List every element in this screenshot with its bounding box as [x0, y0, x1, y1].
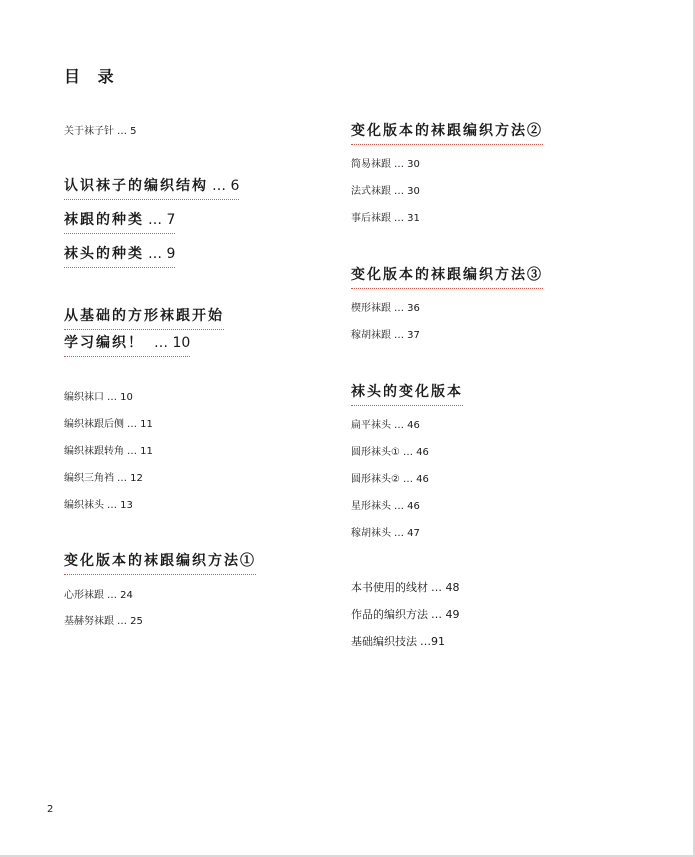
toc-entry-title: 稼胡袜头: [351, 528, 391, 539]
toc-entry-title: 编织三角裆: [64, 473, 114, 484]
page-number: 2: [47, 804, 54, 815]
toc-entry-page: … 46: [394, 501, 420, 512]
toc-heading-heel-types[interactable]: [64, 209, 175, 234]
toc-entry-page: … 47: [394, 528, 420, 539]
toc-entry-page: … 30: [394, 186, 420, 197]
toc-entry[interactable]: [351, 155, 420, 170]
toc-entry-title: 扁平袜头: [351, 420, 391, 431]
toc-heading-page: … 6: [212, 178, 240, 194]
toc-entry-page: … 25: [117, 616, 143, 627]
toc-entry-sock-needles[interactable]: [64, 122, 137, 137]
toc-entry[interactable]: [64, 496, 133, 511]
toc-entry-page: … 46: [394, 420, 420, 431]
toc-entry[interactable]: [351, 470, 429, 485]
toc-entry-page: … 36: [394, 303, 420, 314]
toc-entry[interactable]: [351, 326, 420, 341]
toc-entry-title: 星形袜头: [351, 501, 391, 512]
toc-heading-title: 袜跟的种类: [64, 212, 144, 228]
toc-entry[interactable]: [64, 586, 133, 601]
toc-entry-title: 基赫努袜跟: [64, 616, 114, 627]
toc-heading-title: 变化版本的袜跟编织方法②: [351, 123, 543, 139]
toc-entry[interactable]: [351, 524, 420, 539]
toc-entry[interactable]: [64, 388, 133, 403]
toc-entry-title: 事后袜跟: [351, 213, 391, 224]
toc-entry-title: 关于袜子针: [64, 126, 114, 137]
toc-entry-title: 心形袜跟: [64, 590, 104, 601]
toc-entry[interactable]: [64, 415, 153, 430]
toc-heading-title: 变化版本的袜跟编织方法③: [351, 267, 543, 283]
toc-entry-page: … 12: [117, 473, 143, 484]
toc-entry-title: 本书使用的线材: [351, 581, 428, 594]
toc-entry-title: 作品的编织方法: [351, 608, 428, 621]
toc-entry-title: 编织袜头: [64, 500, 104, 511]
toc-entry[interactable]: [64, 612, 143, 627]
toc-heading-variation-2[interactable]: [351, 120, 543, 145]
toc-entry-title: 基础编织技法: [351, 635, 417, 648]
toc-entry-page: … 11: [127, 419, 153, 430]
toc-entry-page: … 37: [394, 330, 420, 341]
toc-heading-title: 从基础的方形袜跟开始: [64, 308, 224, 324]
toc-entry-title: 简易袜跟: [351, 159, 391, 170]
toc-heading-title: 变化版本的袜跟编织方法①: [64, 553, 256, 569]
toc-heading-title: 学习编织！: [64, 335, 144, 351]
toc-entry-page: … 46: [402, 474, 429, 485]
toc-entry-title: 编织袜口: [64, 392, 104, 403]
toc-entry-title: 楔形袜跟: [351, 303, 391, 314]
toc-heading-title: 袜头的变化版本: [351, 384, 463, 400]
toc-entry[interactable]: [64, 469, 143, 484]
toc-entry[interactable]: [351, 416, 420, 431]
toc-heading-basic-heel-line2[interactable]: [64, 332, 190, 357]
toc-entry-title: 稼胡袜跟: [351, 330, 391, 341]
toc-heading-page: … 9: [148, 246, 176, 262]
toc-entry-basic-techniques[interactable]: [351, 633, 445, 649]
toc-entry[interactable]: [351, 497, 420, 512]
toc-entry-page: … 24: [107, 590, 133, 601]
toc-heading-sock-structure[interactable]: [64, 175, 239, 200]
toc-entry-page: … 30: [394, 159, 420, 170]
toc-entry[interactable]: [351, 299, 420, 314]
toc-entry[interactable]: [351, 443, 429, 458]
toc-entry-page: … 49: [431, 608, 460, 621]
toc-entry-patterns[interactable]: [351, 606, 460, 622]
toc-heading-variation-1[interactable]: [64, 550, 256, 575]
toc-heading-variation-3[interactable]: [351, 264, 543, 289]
toc-entry-title: 圆形袜头①: [351, 447, 400, 458]
toc-entry-page: … 10: [107, 392, 133, 403]
toc-heading-basic-heel-line1[interactable]: [64, 305, 224, 330]
toc-entry-page: … 31: [394, 213, 420, 224]
toc-heading-title: 袜头的种类: [64, 246, 144, 262]
toc-entry[interactable]: [351, 182, 420, 197]
toc-entry[interactable]: [64, 442, 153, 457]
toc-entry[interactable]: [351, 209, 420, 224]
toc-entry-title: 编织袜跟后侧: [64, 419, 124, 430]
toc-entry-page: … 5: [117, 126, 137, 137]
page-title: 目 录: [64, 67, 120, 86]
toc-entry-page: … 11: [127, 446, 153, 457]
toc-heading-toe-types[interactable]: [64, 243, 175, 268]
toc-heading-page: … 7: [148, 212, 176, 228]
toc-entry-title: 法式袜跟: [351, 186, 391, 197]
toc-entry-title: 编织袜跟转角: [64, 446, 124, 457]
toc-heading-title: 认识袜子的编织结构: [64, 178, 208, 194]
toc-entry-page: … 48: [431, 581, 460, 594]
toc-entry-yarns[interactable]: [351, 579, 460, 595]
toc-heading-page: … 10: [154, 335, 191, 351]
toc-entry-title: 圆形袜头②: [351, 474, 400, 485]
toc-heading-toe-variation[interactable]: [351, 381, 463, 406]
toc-entry-page: … 46: [402, 447, 429, 458]
toc-entry-page: …91: [420, 635, 445, 648]
toc-entry-page: … 13: [107, 500, 133, 511]
